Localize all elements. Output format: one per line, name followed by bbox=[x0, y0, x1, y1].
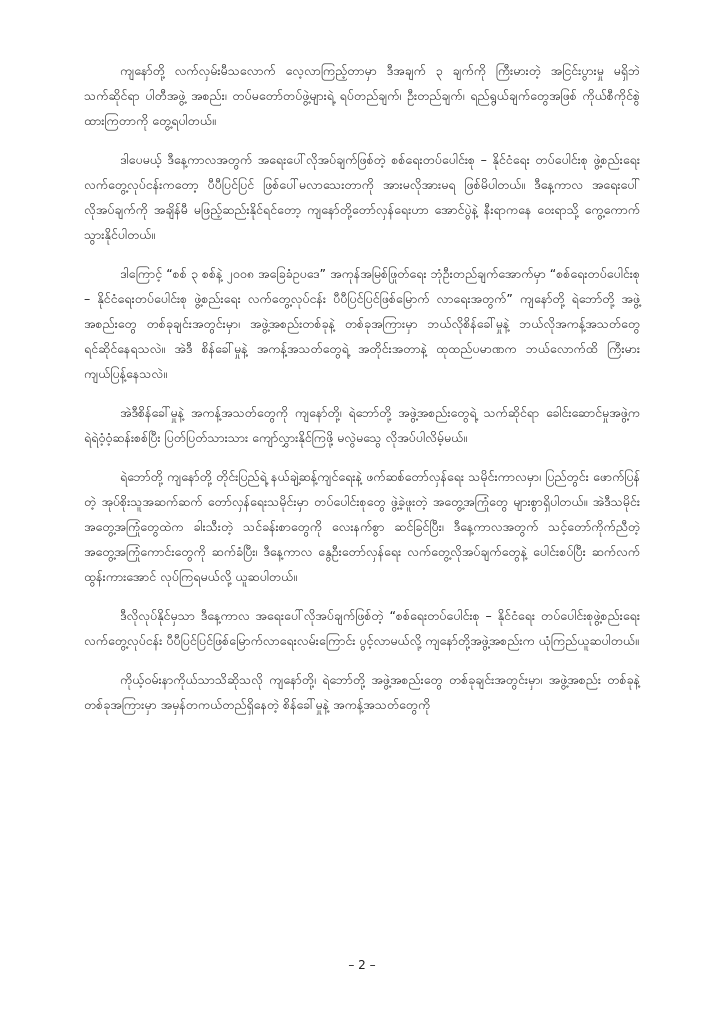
page-number: – 2 – bbox=[348, 958, 376, 972]
paragraph-5: ရဲဘော်တို့ ကျနော်တို့ တိုင်းပြည်ရဲ့ နယ်ချဲ့ဆန့်ကျင်ရေးနဲ့ ဖက်ဆစ်တော်လှန်ရေး သမိုင်းကာလမှာ၊ ပြည်တွင်း ဖောက်ပြန်တဲ့ အုပ်စိုးသူအဆက်ဆက် တော်လှန်ရေးသမိုင်းမှာ တပ်ပေါင်းစုတွေ ဖွဲ့ခဲ့ဖူးတဲ့ အတွေ့အကြုံတွေ များစွာရှိပါတယ်။ အဲဒီသမိုင်းအတွေ့အကြုံတွေထဲက ခါးသီးတဲ့ သင်ခန်းစာတွေကို လေးနက်စွာ ဆင်ခြင်ပြီး၊ ဒီနေ့ကာလအတွက် သင့်တော်ကိုက်ညီတဲ့ အတွေ့အကြုံကောင်းတွေကို ဆက်ခံပြီး၊ ဒီနေ့ကာလ နွေဦးတော်လှန်ရေး လက်တွေ့လိုအပ်ချက်တွေနဲ့ ပေါင်းစပ်ပြီး ဆက်လက် ထွန်းကားအောင် လုပ်ကြရမယ်လို့ ယူဆပါတယ်။ bbox=[84, 469, 640, 584]
paragraph-4: အဲဒီစိန်ခေါ်မှုနဲ့ အကန့်အသတ်တွေကို ကျနော်တို့၊ ရဲဘော်တို့ အဖွဲ့အစည်းတွေရဲ့ သက်ဆိုင်ရာ ခေါင်းဆောင်မှုအဖွဲ့က ရဲရဲဝံ့ဝံ့ဆန်းစစ်ပြီး ပြတ်ပြတ်သားသား ကျော်လွှားနိုင်ကြဖို့ မလွဲမသွေ လိုအပ်ပါလိမ့်မယ်။ bbox=[84, 405, 640, 445]
paragraph-3: ဒါကြောင့် “စစ် ၃ စစ်နဲ့ ၂၀၀၈ အခြေခံဥပဒေ” အကုန်အမြစ်ဖြုတ်ရေး ဘုံဦးတည်ချက်အောက်မှာ “စစ်ရေးတပ်ပေါင်းစု – နိုင်ငံရေးတပ်ပေါင်းစု ဖွဲ့စည်းရေး လက်တွေ့လုပ်ငန်း ပီပီပြင်ပြင်ဖြစ်မြောက် လာရေးအတွက်” ကျနော်တို့ ရဲဘော်တို့ အဖွဲ့အစည်းတွေ တစ်ခုချင်းအတွင်းမှာ၊ အဖွဲ့အစည်းတစ်ခုနဲ့ တစ်ခုအကြားမှာ ဘယ်လိုစိန်ခေါ်မှုနဲ့ ဘယ်လိုအကန့်အသတ်တွေ ရင်ဆိုင်နေရသလဲ။ အဲဒီ စိန်ခေါ်မှုနဲ့ အကန့်အသတ်တွေရဲ့ အတိုင်းအတာနဲ့ ထုထည်ပမာဏက ဘယ်လောက်ထိ ကြီးမားကျယ်ပြန့်နေသလဲ။ bbox=[84, 266, 640, 381]
paragraph-2: ဒါပေမယ့် ဒီနေ့ကာလအတွက် အရေးပေါ်လိုအပ်ချက်ဖြစ်တဲ့ စစ်ရေးတပ်ပေါင်းစု – နိုင်ငံရေး တပ်ပေါင်းစု ဖွဲ့စည်းရေး လက်တွေ့လုပ်ငန်းကတော့ ပီပီပြင်ပြင် ဖြစ်ပေါ်မလာသေးတာကို အားမလိုအားမရ ဖြစ်မိပါတယ်။ ဒီနေ့ကာလ အရေးပေါ်လိုအပ်ချက်ကို အချိန်မီ မဖြည့်ဆည်းနိုင်ရင်တော့ ကျနော်တို့တော်လှန်ရေးဟာ အောင်ပွဲနဲ့ နီးရာကနေ ဝေးရာသို့ ကွေ့ကောက်သွားနိုင်ပါတယ်။ bbox=[84, 152, 640, 242]
paragraph-6: ဒီလိုလုပ်နိုင်မှသာ ဒီနေ့ကာလ အရေးပေါ်လိုအပ်ချက်ဖြစ်တဲ့ “စစ်ရေးတပ်ပေါင်းစု – နိုင်ငံရေး တပ်ပေါင်းစုဖွဲ့စည်းရေး လက်တွေ့လုပ်ငန်း ပီပီပြင်ပြင်ဖြစ်မြောက်လာရေးလမ်းကြောင်း ပွင့်လာမယ်လို့ ကျနော်တို့အဖွဲ့အစည်းက ယုံကြည်ယူဆပါတယ်။ bbox=[84, 608, 640, 648]
paragraph-7: ကိုယ့်ဝမ်းနာကိုယ်သာသိဆိုသလို ကျနော်တို့၊ ရဲဘော်တို့ အဖွဲ့အစည်းတွေ တစ်ခုချင်းအတွင်းမှာ၊ အဖွဲ့အစည်း တစ်ခုနဲ့ တစ်ခုအကြားမှာ အမှန်တကယ်တည်ရှိနေတဲ့ စိန်ခေါ်မှုနဲ့ အကန့်အသတ်တွေကို bbox=[84, 672, 640, 712]
paragraph-1: ကျနော်တို့ လက်လှမ်းမီသလောက် လေ့လာကြည့်တာမှာ ဒီအချက် ၃ ချက်ကို ကြီးမားတဲ့ အငြင်းပွားမှု မရှိဘဲ သက်ဆိုင်ရာ ပါတီအဖွဲ့ အစည်း၊ တပ်မတော်တပ်ဖွဲ့များရဲ့ ရပ်တည်ချက်၊ ဦးတည်ချက်၊ ရည်ရွယ်ချက်တွေအဖြစ် ကိုယ်စီကိုင်စွဲထားကြတာကို တွေ့ရပါတယ်။ bbox=[84, 63, 640, 128]
